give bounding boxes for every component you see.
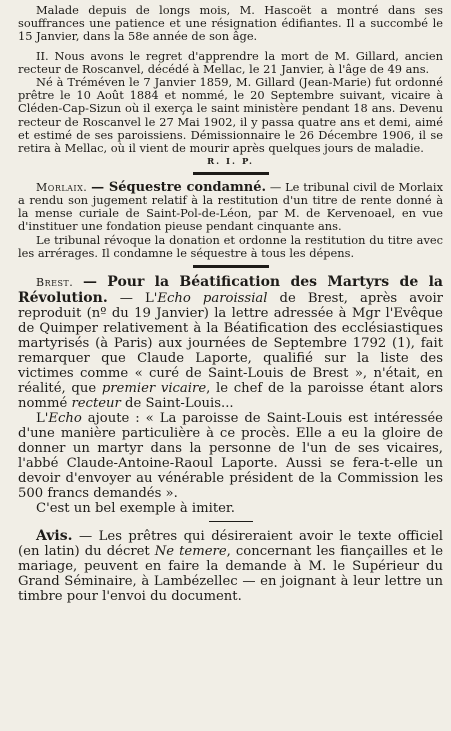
brest-place: Brest. [36,275,74,289]
rip-line: R. I. P. [207,157,254,168]
morlaix-place: Morlaix. [36,180,88,194]
brest-title: — Pour la Béatification des Martyrs de la Révolution. [18,273,443,306]
brest-paragraph-1 [18,274,443,411]
section-divider [193,172,269,175]
morlaix-paragraph-2: Le tribunal révoque la donation et ordonne la restitution du titre avec les arrérages. Il condamne le séquestre à tous les dépens. [18,232,443,260]
avis-body-b: , concernant les fiançailles et le mariage, peuvent en faire la demande à M. le Supérieur du Grand Séminaire, à Lambézellec — en joignant à leur lettre un timbre pour l'envoi du document. [18,544,444,605]
brest-paragraph-3: C'est un bel exemple à imiter. [36,500,235,516]
brest-body-c: , le chef de la paroisse étant alors nommé [18,380,443,411]
brest-body-a: — L' [119,290,158,306]
section-divider [193,265,269,268]
avis-title: Avis. [36,528,73,545]
hascoet-paragraph: Malade depuis de longs mois, M. Hascoët a montré dans ses souffrances une patience et une résignation édifiantes. Il a succombé le 15 Janvier, dans la 58e année de son âge. [18,3,443,44]
gillard-paragraph-2: Né à Tréméven le 7 Janvier 1859, M. Gillard (Jean-Marie) fut ordonné prêtre le 10 Août 1884 et nommé, le 20 Septembre suivant, vicaire à Cléden-Cap-Sizun où il exerça le saint ministère pendant 18 ans. Devenu recteur de Roscanvel le 27 Mai 1902, il y passa quatre ans et demi, aimé et estimé de ses paroissiens. Démissionnaire le 26 Décembre 1906, il se retira à Mellac, où il vient de mourir après quelques jours de maladie. [18,75,443,156]
section-divider [209,521,253,522]
brest-paragraph-2 [18,411,443,501]
echo-title: Echo [48,410,82,426]
premier-vicaire-term: premier vicaire [101,380,207,396]
brest-body-d: de Saint-Louis... [120,395,234,411]
brest-body-b: de Brest, après avoir reproduit (nº du 19 Janvier) la lettre adressée à Mgr l'Evêque de Quimper relativement à la Béatification des ecclésiastiques martyrisés (à Paris) aux journées de Septembre 1792 (1), fait remarquer que Claude Laporte, qualifié sur la liste des victimes comme « curé de Saint-Louis de Brest », n'était, en réalité, que [18,290,443,396]
avis-paragraph [18,528,443,604]
brest-p2-b: ajoute : « La paroisse de Saint-Louis est intéressée d'une manière particulière à ce procès. Elle a eu la gloire de donner un martyr dans la personne de l'un de ses vicaires, l'abbé Claude-Antoine-Raoul Laporte. Aussi se fera-t-elle un devoir d'envoyer au vénérable président de la Commission les 500 francs demandés ». [18,410,443,501]
avis-body-a: — Les prêtres qui désireraient avoir le texte officiel (en latin) du décret [18,529,443,560]
brest-p2-a: L' [36,410,49,426]
morlaix-paragraph-1 [18,181,443,234]
recteur-term: recteur [71,395,121,411]
ne-temere-term: Ne temere [154,544,227,560]
gillard-paragraph-1: II. Nous avons le regret d'apprendre la mort de M. Gillard, ancien recteur de Roscanvel, décédé à Mellac, le 21 Janvier, à l'âge de 49 ans. [18,48,443,76]
morlaix-body: — Le tribunal civil de Morlaix a rendu son jugement relatif à la restitution d'un titre de rente donné à la mense curiale de Saint-Pol-de-Léon, par M. de Kervenoael, en vue d'instituer une fondation pieuse pendant cinquante ans. [18,179,444,234]
echo-paroissial-title: Echo paroissial [157,290,268,306]
morlaix-title: — Séquestre condamné. [91,179,267,195]
